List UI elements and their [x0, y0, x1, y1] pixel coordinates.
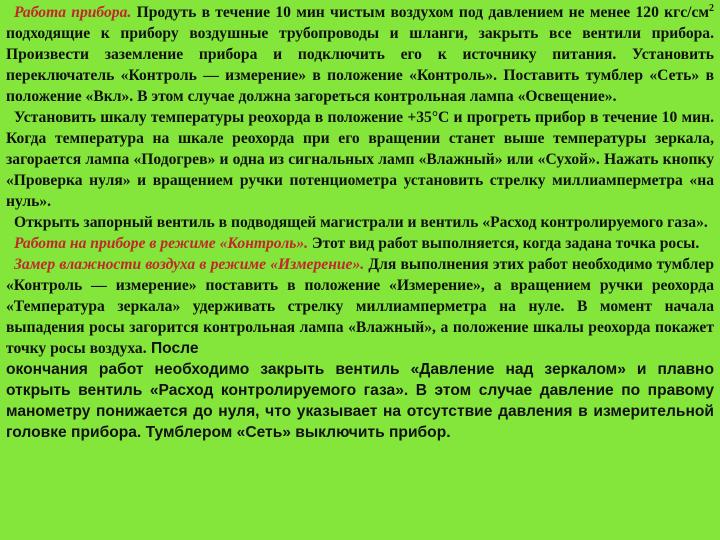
paragraph-finish-work: окончания работ необходимо закрыть вентиль «Давление над зеркалом» и плавно открыть вентиль «Расход контролируемого газа». В этом случае давление по правому манометру понижается до нуля, что указывает на отсутствие давления в измерительной головке прибора. Тумблером «Сеть» выключить прибор. — [6, 361, 714, 441]
paragraph-text: Продуть в течение 10 мин чистым воздухом под давлением не менее 120 кгс/см — [131, 4, 710, 21]
heading-control-mode: Работа на приборе в режиме «Контроль». — [14, 235, 309, 252]
paragraph-text-sans: После — [146, 340, 199, 357]
paragraph-open-valve — [6, 212, 714, 233]
paragraph-text: Для выполнения этих работ необходимо тумблер «Контроль — измерение» поставить в положение «Измерение», а вращением ручки реохорда «Температура зеркала» удерживать стрелку миллиамперметра на нуле. В момент начала выпадения росы загорится контрольная лампа «Влажный», а положение шкалы реохорда покажет точку росы воздуха. — [6, 256, 714, 357]
paragraph-text: подходящие к прибору воздушные трубопроводы и шланги, закрыть все вентили прибора. Произвести заземление прибора и подключить его к источнику питания. Установить переключатель «Контроль — измерение» в положение «Контроль». Поставить тумблер «Сеть» в положение «Вкл». В этом случае должна загореться контрольная лампа «Освещение». — [6, 25, 714, 105]
paragraph-text: Этот вид работ выполняется, когда задана точка росы. — [308, 235, 700, 252]
paragraph-control-mode — [6, 233, 714, 254]
heading-device-operation: Работа прибора. — [14, 4, 132, 21]
paragraph-device-operation — [6, 2, 714, 107]
superscript: 2 — [709, 2, 714, 14]
heading-measurement-mode: Замер влажности воздуха в режиме «Измерение». — [14, 256, 365, 273]
paragraph-text: Открыть запорный вентиль в подводящей магистрали и вентиль «Расход контролируемого газа». — [14, 214, 708, 231]
paragraph-measurement-mode — [6, 254, 714, 359]
paragraph-warmup — [6, 107, 714, 212]
document-page — [6, 2, 714, 540]
paragraph-text: Установить шкалу температуры реохорда в положение +35°С и прогреть прибор в течение 10 мин. Когда температура на шкале реохорда при его вращении станет выше температуры зеркала, загорается лампа «Подогрев» и одна из сигнальных ламп «Влажный» или «Сухой». Нажать кнопку «Проверка нуля» и вращением ручки потенциометра установить стрелку миллиамперметра «на нуль». — [6, 109, 714, 210]
document-body — [6, 2, 714, 359]
